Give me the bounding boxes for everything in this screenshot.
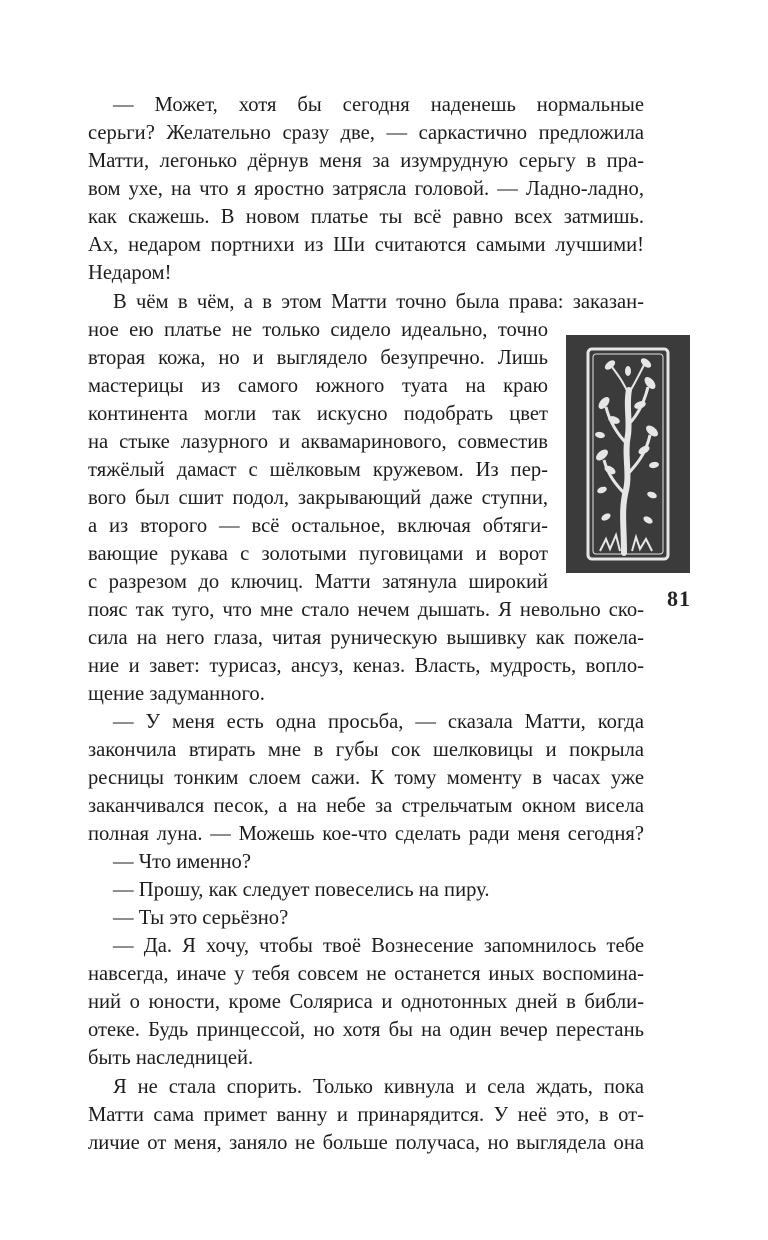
text-line: быть наследницей. [88,1047,254,1069]
text-line: мастерицы из самого южного туата на краю [88,375,548,397]
text-line: континента могли так искусно подобрать цвет [88,403,548,425]
text-line: Ах, недаром портнихи из Ши считаются самыми лучшими! [88,234,644,256]
text-line: Матти сама примет ванну и принарядится. У неё это, в от- [88,1104,644,1126]
text-line: личие от меня, заняло не больше получаса, но выглядела она [88,1132,644,1154]
text-line: сила на него глаза, читая руническую вышивку как пожела- [88,627,644,649]
text-line: навсегда, иначе у тебя совсем не останется иных воспомина- [88,963,644,985]
text-line: серьги? Желательно сразу две, — саркастично предложила [88,122,644,144]
text-line: Я не стала спорить. Только кивнула и села ждать, пока [113,1076,644,1098]
text-line: — Ты это серьёзно? [113,907,289,929]
text-line: заканчивался песок, а на небе за стрельчатым окном висела [88,795,644,817]
tree-icon [566,335,690,573]
text-line: — Что именно? [113,851,251,873]
text-line: полная луна. — Можешь кое-что сделать ради меня сегодня? [88,823,644,845]
text-line: — У меня есть одна просьба, — сказала Матти, когда [113,711,644,733]
text-line: вом ухе, на что я яростно затрясла головой. — Ладно-ладно, [88,178,644,200]
text-line: вторая кожа, но и выглядело безупречно. Лишь [88,347,548,369]
text-line: вающие рукава с золотыми пуговицами и ворот [88,543,548,565]
text-line: В чём в чём, а в этом Матти точно была права: заказан- [113,291,644,313]
text-line: Недаром! [88,262,172,284]
text-line: на стыке лазурного и аквамаринового, совместив [88,431,548,453]
text-line: ное ею платье не только сидело идеально, точно [88,319,548,341]
text-line: — Может, хотя бы сегодня наденешь нормальные [113,94,644,116]
text-line: Матти, легонько дёрнув меня за изумрудную серьгу в пра- [88,150,644,172]
page-number: 81 [667,586,691,611]
text-line: пояс так туго, что мне стало нечем дышать. Я невольно ско- [88,599,644,621]
text-line: вого был сшит подол, закрывающий даже ступни, [88,487,548,509]
text-line: а из второго — всё остальное, включая обтяги- [88,515,548,537]
text-line: щение задуманного. [88,683,265,705]
text-line: ресницы тонким слоем сажи. К тому моменту в часах уже [88,767,644,789]
text-line: закончила втирать мне в губы сок шелковицы и покрыла [88,739,644,761]
text-line: тяжёлый дамаст с шёлковым кружевом. Из пер- [88,459,548,481]
text-line: отеке. Будь принцессой, но хотя бы на один вечер перестань [88,1019,644,1041]
text-line: ний о юности, кроме Соляриса и однотонных дней в библи- [88,991,644,1013]
text-line: ние и завет: турисаз, ансуз, кеназ. Власть, мудрость, вопло- [88,655,644,677]
text-line: — Да. Я хочу, чтобы твоё Вознесение запомнилось тебе [113,935,644,957]
text-line: с разрезом до ключиц. Матти затянула широкий [88,571,548,593]
text-line: как скажешь. В новом платье ты всё равно всех затмишь. [88,206,644,228]
text-line: — Прошу, как следует повеселись на пиру. [113,879,490,901]
